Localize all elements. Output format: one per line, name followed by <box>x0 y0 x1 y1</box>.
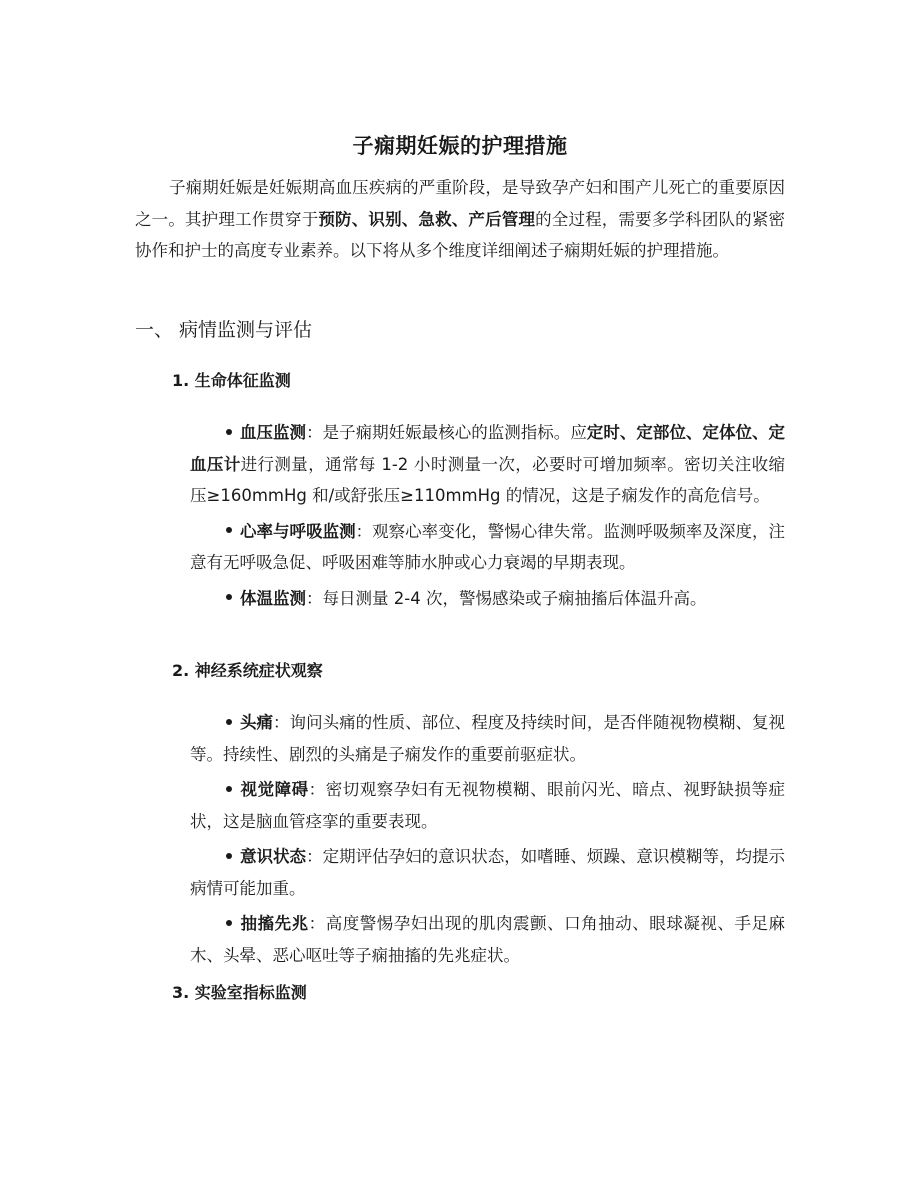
item-text: ：定期评估孕妇的意识状态，如嗜睡、烦躁、意识模糊等，均提示病情可能加重。 <box>190 847 786 898</box>
list-item <box>190 841 785 904</box>
item-text: ：询问头痛的性质、部位、程度及持续时间，是否伴随视物模糊、复视等。持续性、剧烈的头痛是子痫发作的重要前驱症状。 <box>190 713 786 764</box>
item-label: 意识状态 <box>240 847 307 866</box>
bullet-icon <box>226 786 232 792</box>
section-heading: 一、 病情监测与评估 <box>135 319 313 341</box>
bullet-icon <box>226 594 232 600</box>
page-title: 子痫期妊娠的护理措施 <box>352 134 568 159</box>
bullet-icon <box>226 920 232 926</box>
item-label: 视觉障碍 <box>240 780 309 799</box>
intro-text-1: 子痫期妊娠是妊娠期高血压疾病的严重阶段，是导致孕产妇和围产儿死亡的重要原因之一。其护理工作贯穿于 <box>135 178 785 229</box>
list-item <box>190 908 785 971</box>
subsection-heading-1: 1. 生命体征监测 <box>172 371 291 390</box>
bullet-icon <box>226 527 232 533</box>
item-text: ：观察心率变化，警惕心律失常。监测呼吸频率及深度，注意有无呼吸急促、呼吸困难等肺水肿或心力衰竭的早期表现。 <box>190 521 786 572</box>
list-item <box>190 774 785 837</box>
intro-text-2: 的全过程，需要多学科团队的紧密协作和护士的高度专业素养。以下将从多个维度详细阐述子痫期妊娠的护理措施。 <box>135 209 786 260</box>
item-label: 头痛 <box>240 713 274 732</box>
bullet-icon <box>226 429 232 435</box>
subsection-heading-2: 2. 神经系统症状观察 <box>172 661 323 680</box>
item-label: 抽搐先兆 <box>240 914 309 933</box>
neuro-symptoms-list <box>190 707 785 975</box>
item-bold: 定时、定部位、定体位、定血压计 <box>190 423 786 474</box>
item-text: ：是子痫期妊娠最核心的监测指标。应 <box>306 423 587 442</box>
subsection-heading-3: 3. 实验室指标监测 <box>172 983 307 1002</box>
item-text: 进行测量，通常每 1-2 小时测量一次，必要时可增加频率。密切关注收缩压≥160mmHg 和/或舒张压≥110mmHg 的情况，这是子痫发作的高危信号。 <box>190 454 785 505</box>
item-label: 血压监测 <box>240 423 307 442</box>
list-item <box>190 583 785 615</box>
item-text: ：密切观察孕妇有无视物模糊、眼前闪光、暗点、视野缺损等症状，这是脑血管痉挛的重要表现。 <box>190 780 785 831</box>
bullet-icon <box>226 853 232 859</box>
intro-paragraph <box>135 172 785 267</box>
list-item <box>190 516 785 579</box>
item-text: ：每日测量 2-4 次，警惕感染或子痫抽搐后体温升高。 <box>306 588 707 608</box>
intro-bold-1: 预防、识别、急救、产后管理 <box>318 209 536 229</box>
item-text: ：高度警惕孕妇出现的肌肉震颤、口角抽动、眼球凝视、手足麻木、头晕、恶心呕吐等子痫抽搐的先兆症状。 <box>190 914 785 965</box>
item-label: 体温监测 <box>240 588 306 608</box>
list-item <box>190 707 785 770</box>
bullet-icon <box>226 719 232 725</box>
list-item <box>190 417 785 512</box>
item-label: 心率与呼吸监测 <box>240 521 356 541</box>
vital-signs-list <box>190 417 785 618</box>
